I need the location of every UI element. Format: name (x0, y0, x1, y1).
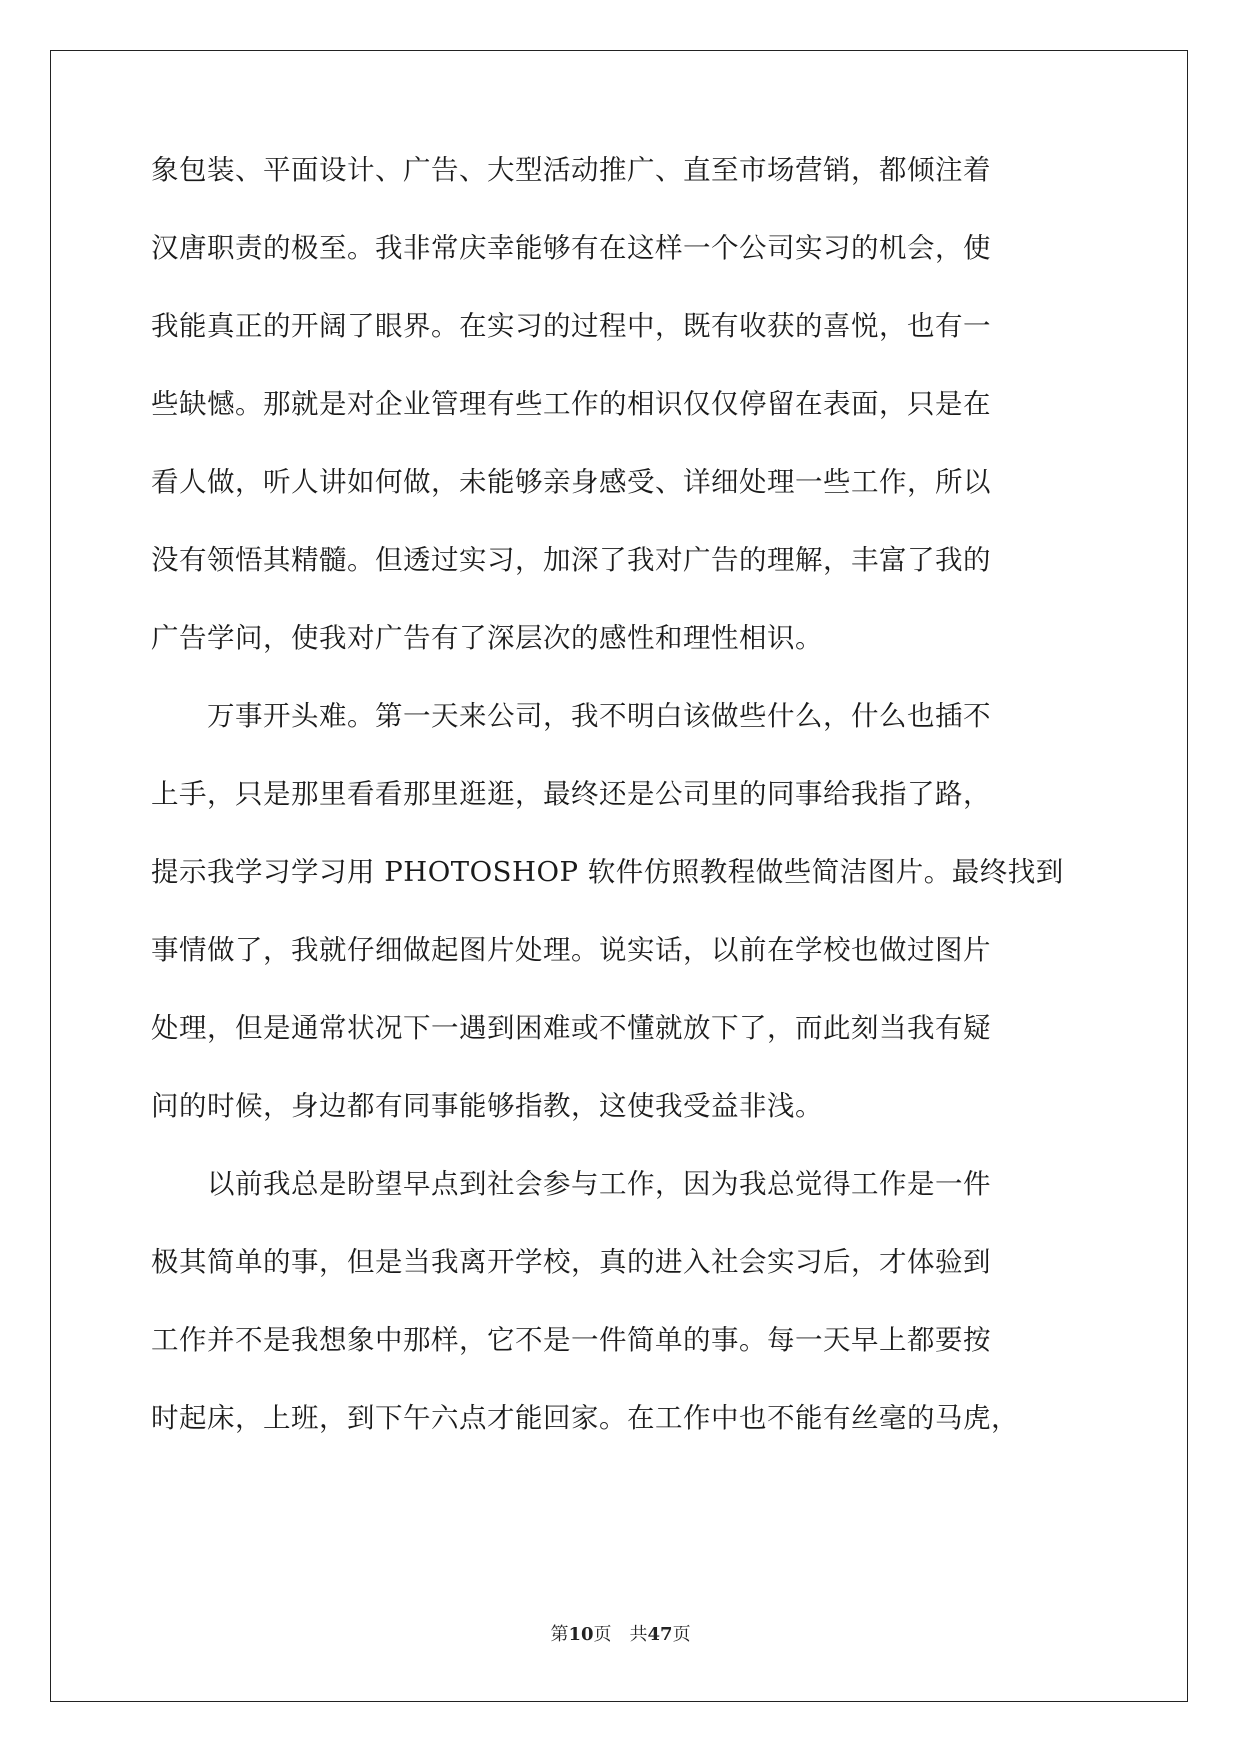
text-line: 问的时候，身边都有同事能够指教，这使我受益非浅。 (151, 1090, 823, 1122)
text-line: 提示我学习学习用 PHOTOSHOP 软件仿照教程做些简洁图片。最终找到 (151, 856, 1064, 888)
total-suffix: 页 (672, 1624, 691, 1645)
text-line: 时起床，上班，到下午六点才能回家。在工作中也不能有丝毫的马虎， (151, 1402, 1019, 1434)
text-line: 极其简单的事，但是当我离开学校，真的进入社会实习后，才体验到 (151, 1246, 991, 1278)
page-prefix: 第 (550, 1624, 569, 1645)
page-number: 10 (568, 1624, 594, 1645)
text-line: 广告学问，使我对广告有了深层次的感性和理性相识。 (151, 622, 823, 654)
page-suffix: 页 (593, 1624, 612, 1645)
text-line: 些缺憾。那就是对企业管理有些工作的相识仅仅停留在表面，只是在 (151, 388, 991, 420)
text-line: 象包装、平面设计、广告、大型活动推广、直至市场营销，都倾注着 (151, 154, 991, 186)
text-line: 汉唐职责的极至。我非常庆幸能够有在这样一个公司实习的机会，使 (151, 232, 991, 264)
text-line: 看人做，听人讲如何做，未能够亲身感受、详细处理一些工作，所以 (151, 466, 991, 498)
text-line: 工作并不是我想象中那样，它不是一件简单的事。每一天早上都要按 (151, 1324, 991, 1356)
text-line: 处理，但是通常状况下一遇到困难或不懂就放下了，而此刻当我有疑 (151, 1012, 991, 1044)
text-line: 没有领悟其精髓。但透过实习，加深了我对广告的理解，丰富了我的 (151, 544, 991, 576)
text-line: 事情做了，我就仔细做起图片处理。说实话，以前在学校也做过图片 (151, 934, 991, 966)
text-line: 以前我总是盼望早点到社会参与工作，因为我总觉得工作是一件 (151, 1168, 991, 1200)
text-line: 万事开头难。第一天来公司，我不明白该做些什么，什么也插不 (151, 700, 991, 732)
total-prefix: 共 (629, 1624, 648, 1645)
text-line: 我能真正的开阔了眼界。在实习的过程中，既有收获的喜悦，也有一 (151, 310, 991, 342)
total-pages: 47 (647, 1624, 673, 1645)
page-footer (0, 1620, 1241, 1646)
text-line: 上手，只是那里看看那里逛逛，最终还是公司里的同事给我指了路， (151, 778, 991, 810)
